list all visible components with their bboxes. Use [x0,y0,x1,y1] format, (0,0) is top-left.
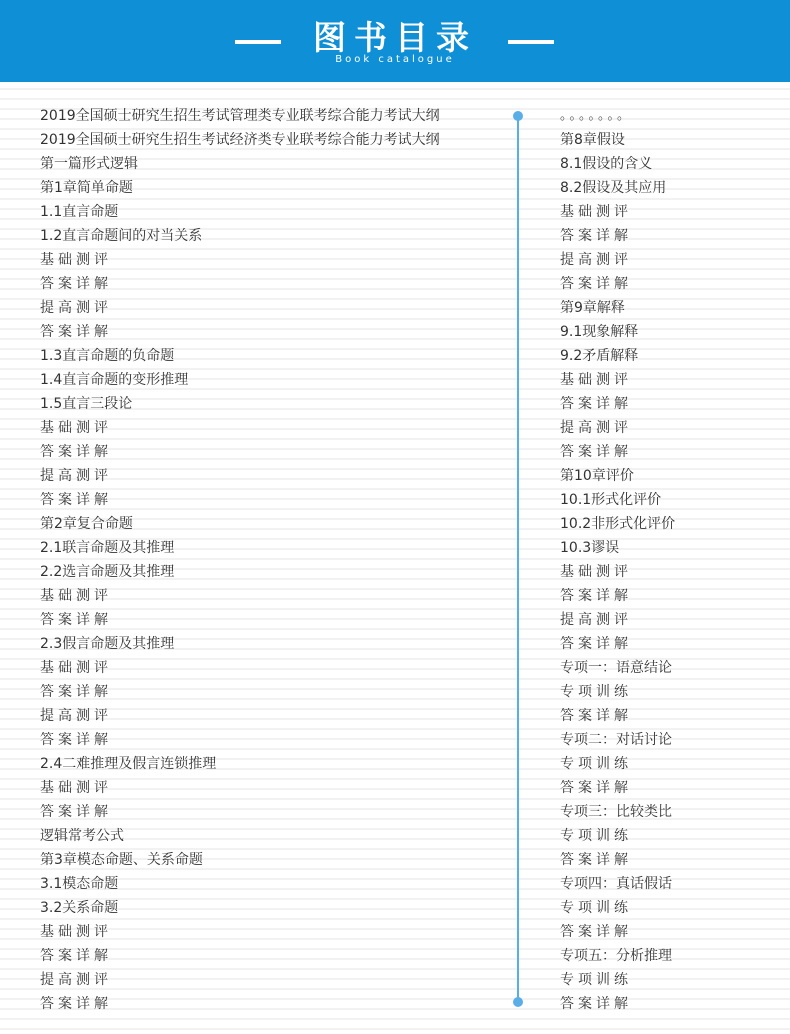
timeline-dot-top [513,111,523,121]
page-title: 图书目录 [313,18,477,57]
toc-entry[interactable]: 2.3假言命题及其推理 [40,636,175,652]
toc-entry[interactable]: 专项五：分析推理 [560,948,672,964]
toc-entry[interactable]: 基础测评 [40,780,112,796]
toc-entry[interactable]: 基础测评 [40,660,112,676]
toc-entry[interactable]: 专项训练 [560,972,632,988]
toc-entry[interactable]: 答案详解 [560,636,632,652]
toc-entry[interactable]: 答案详解 [560,228,632,244]
toc-entry[interactable]: 。。。。。。。 [560,108,634,123]
toc-entry[interactable]: 1.1直言命题 [40,204,119,220]
timeline-dot-bottom [513,997,523,1007]
toc-entry[interactable]: 答案详解 [40,276,112,292]
toc-entry[interactable]: 答案详解 [40,996,112,1012]
toc-left-column [40,104,510,1016]
toc-entry[interactable]: 答案详解 [560,780,632,796]
toc-entry[interactable]: 答案详解 [560,396,632,412]
header-right-dash [508,40,554,44]
toc-entry[interactable]: 提高测评 [560,612,632,628]
toc-entry[interactable]: 10.1形式化评价 [560,492,662,508]
toc-entry[interactable]: 1.4直言命题的变形推理 [40,372,189,388]
toc-entry[interactable]: 8.1假设的含义 [560,156,653,172]
toc-entry[interactable]: 3.2关系命题 [40,900,119,916]
toc-entry[interactable]: 基础测评 [560,564,632,580]
toc-entry[interactable]: 9.2矛盾解释 [560,348,639,364]
toc-entry[interactable]: 3.1模态命题 [40,876,119,892]
toc-entry[interactable]: 专项二：对话讨论 [560,732,672,748]
toc-entry[interactable]: 第1章简单命题 [40,180,133,196]
toc-entry[interactable]: 1.2直言命题间的对当关系 [40,228,203,244]
toc-entry[interactable]: 答案详解 [560,444,632,460]
toc-right-column [560,104,780,1016]
toc-entry[interactable]: 10.3谬误 [560,540,620,556]
toc-entry[interactable]: 答案详解 [40,948,112,964]
toc-entry[interactable]: 基础测评 [40,588,112,604]
toc-entry[interactable]: 基础测评 [560,372,632,388]
timeline-line [517,115,519,1002]
toc-entry[interactable]: 答案详解 [560,588,632,604]
toc-entry[interactable]: 专项四：真话假话 [560,876,672,892]
toc-entry[interactable]: 提高测评 [40,300,112,316]
toc-entry[interactable]: 答案详解 [40,804,112,820]
toc-entry[interactable]: 第9章解释 [560,300,625,316]
header-banner [0,0,790,82]
toc-entry[interactable]: 基础测评 [40,924,112,940]
toc-entry[interactable]: 1.5直言三段论 [40,396,133,412]
toc-entry[interactable]: 专项三：比较类比 [560,804,672,820]
toc-entry[interactable]: 10.2非形式化评价 [560,516,676,532]
page-subtitle: Book catalogue [335,54,455,65]
toc-entry[interactable]: 答案详解 [40,324,112,340]
toc-entry[interactable]: 2.2选言命题及其推理 [40,564,175,580]
toc-entry[interactable]: 1.3直言命题的负命题 [40,348,175,364]
toc-entry[interactable]: 答案详解 [560,924,632,940]
toc-entry[interactable]: 专项训练 [560,756,632,772]
toc-entry[interactable]: 第8章假设 [560,132,625,148]
toc-entry[interactable]: 第一篇形式逻辑 [40,156,138,172]
toc-entry[interactable]: 第2章复合命题 [40,516,133,532]
toc-entry[interactable]: 逻辑常考公式 [40,828,124,844]
toc-entry[interactable]: 答案详解 [560,996,632,1012]
toc-entry[interactable]: 答案详解 [40,612,112,628]
toc-entry[interactable]: 答案详解 [40,684,112,700]
toc-entry[interactable]: 答案详解 [40,492,112,508]
toc-entry[interactable]: 答案详解 [560,276,632,292]
toc-entry[interactable]: 专项训练 [560,828,632,844]
toc-entry[interactable]: 专项训练 [560,900,632,916]
toc-entry[interactable]: 答案详解 [40,732,112,748]
toc-entry[interactable]: 提高测评 [40,468,112,484]
toc-entry[interactable]: 2019全国硕士研究生招生考试经济类专业联考综合能力考试大纲 [40,132,440,148]
toc-entry[interactable]: 2019全国硕士研究生招生考试管理类专业联考综合能力考试大纲 [40,108,440,124]
toc-entry[interactable]: 答案详解 [40,444,112,460]
toc-entry[interactable]: 专项一：语意结论 [560,660,672,676]
toc-entry[interactable]: 第10章评价 [560,468,634,484]
toc-entry[interactable]: 提高测评 [40,972,112,988]
toc-entry[interactable]: 答案详解 [560,852,632,868]
toc-entry[interactable]: 9.1现象解释 [560,324,639,340]
toc-entry[interactable]: 基础测评 [40,420,112,436]
toc-entry[interactable]: 基础测评 [40,252,112,268]
toc-entry[interactable]: 答案详解 [560,708,632,724]
toc-entry[interactable]: 专项训练 [560,684,632,700]
toc-entry[interactable]: 提高测评 [40,708,112,724]
toc-entry[interactable]: 基础测评 [560,204,632,220]
toc-entry[interactable]: 第3章模态命题、关系命题 [40,852,203,868]
toc-entry[interactable]: 2.4二难推理及假言连锁推理 [40,756,217,772]
toc-entry[interactable]: 提高测评 [560,420,632,436]
toc-entry[interactable]: 8.2假设及其应用 [560,180,667,196]
toc-entry[interactable]: 提高测评 [560,252,632,268]
toc-entry[interactable]: 2.1联言命题及其推理 [40,540,175,556]
